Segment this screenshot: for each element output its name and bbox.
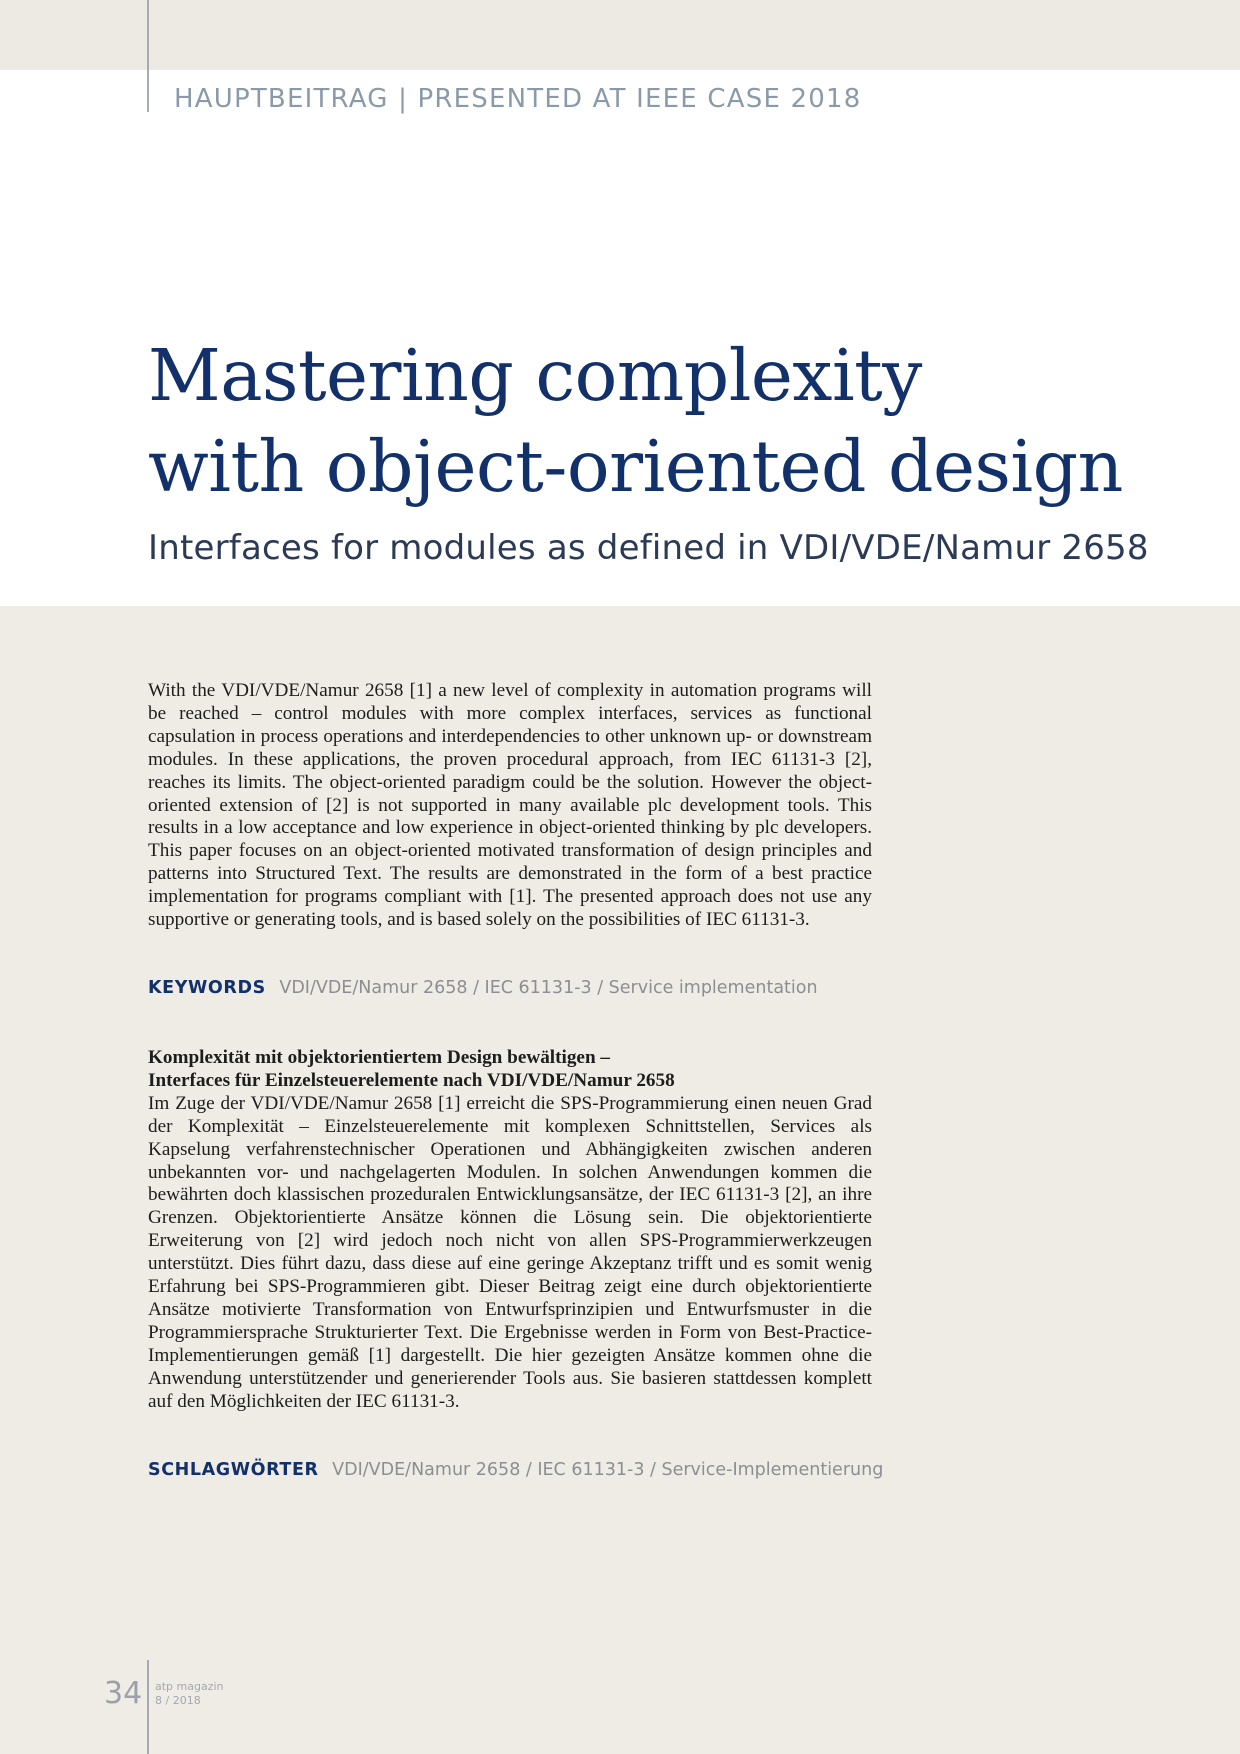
- article-title: [148, 330, 1148, 512]
- title-line-1: Mastering complexity: [148, 334, 922, 417]
- article-subtitle: Interfaces for modules as defined in VDI/VDE/Namur 2658: [148, 528, 1149, 568]
- keywords: [148, 978, 818, 998]
- schlagwoerter: [148, 1460, 883, 1480]
- title-line-2: with object-oriented design: [148, 425, 1123, 508]
- schlagwoerter-value: VDI/VDE/Namur 2658 / IEC 61131-3 / Service-Implementierung: [332, 1460, 884, 1480]
- german-heading: [148, 1047, 872, 1093]
- german-heading-line-1: Komplexität mit objektorientiertem Design bewältigen –: [148, 1047, 611, 1068]
- magazine-name: atp magazin: [155, 1680, 224, 1693]
- german-abstract: Im Zuge der VDI/VDE/Namur 2658 [1] erreicht die SPS-Programmierung einen neuen Grad der Komplexität – Einzelsteuerelemente mit komplexen Schnittstellen, Services als Kapselung verfahrenstechnischer Operationen und Abhängigkeiten zwischen anderen unbekannten vor- und nachgelagerten Modulen. In solchen Anwendungen kommen die bewährten doch klassischen prozeduralen Entwicklungsansätze, der IEC 61131-3 [2], an ihre Grenzen. Objektorientierte Ansätze können die Lösung sein. Die objektorientierte Erweiterung von [2] wird jedoch noch nicht von allen SPS-Programmierwerkzeugen unterstützt. Dies führt dazu, dass diese auf eine geringe Akzeptanz trifft und es somit wenig Erfahrung bei SPS-Programmieren gibt. Dieser Beitrag zeigt eine durch objektorientierte Ansätze motivierte Transformation von Entwurfsprinzipien und Entwurfsmuster in die Programmiersprache Strukturierter Text. Die Ergebnisse werden in Form von Best-Practice-Implementierungen gemäß [1] dargestellt. Die hier gezeigten Ansätze kommen ohne die Anwendung unterstützender und generierender Tools aus. Sie basieren stattdessen komplett auf den Möglichkeiten der IEC 61131-3.: [148, 1092, 872, 1412]
- top-band: [0, 0, 1240, 70]
- margin-rule-top: [147, 0, 149, 112]
- page-number: 34: [104, 1676, 143, 1711]
- german-abstract-block: [148, 1047, 872, 1414]
- magazine-issue: 8 / 2018: [155, 1694, 201, 1707]
- keywords-value: VDI/VDE/Namur 2658 / IEC 61131-3 / Service implementation: [279, 978, 818, 998]
- english-abstract: With the VDI/VDE/Namur 2658 [1] a new level of complexity in automation programs will be reached – control modules with more complex interfaces, services as functional capsulation in process operations and interdependencies to other unknown up- or downstream modules. In these applications, the proven procedural approach, from IEC 61131-3 [2], reaches its limits. The object-oriented paradigm could be the solution. However the object-oriented extension of [2] is not supported in many available plc development tools. This results in a low acceptance and low experience in object-oriented thinking by plc developers. This paper focuses on an object-oriented motivated transformation of design principles and patterns into Structured Text. The results are demonstrated in the form of a best practice implementation for programs compliant with [1]. The presented approach does not use any supportive or generating tools, and is based solely on the possibilities of IEC 61131-3.: [148, 680, 872, 931]
- magazine-info: [155, 1680, 224, 1708]
- margin-rule-bottom: [147, 1660, 149, 1754]
- schlagwoerter-label: SCHLAGWÖRTER: [148, 1460, 319, 1480]
- german-heading-line-2: Interfaces für Einzelsteuerelemente nach VDI/VDE/Namur 2658: [148, 1069, 675, 1091]
- keywords-label: KEYWORDS: [148, 978, 266, 998]
- section-label: HAUPTBEITRAG | PRESENTED AT IEEE CASE 2018: [174, 84, 862, 114]
